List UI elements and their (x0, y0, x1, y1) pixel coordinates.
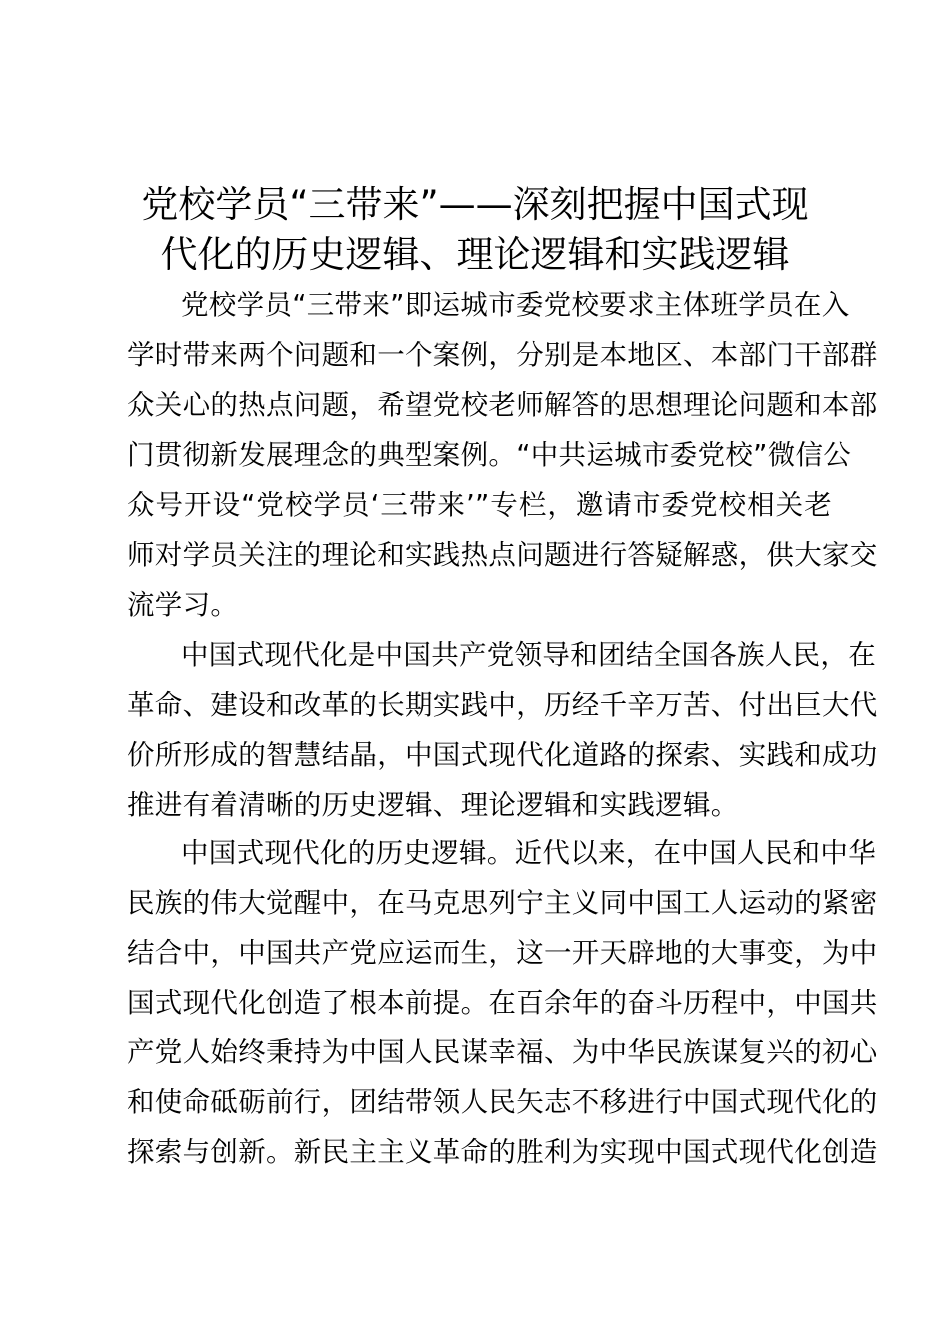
paragraph-line: 师对学员关注的理论和实践热点问题进行答疑解惑，供大家交 (127, 539, 878, 571)
paragraph-line: 探索与创新。新民主主义革命的胜利为实现中国式现代化创造 (127, 1136, 878, 1168)
paragraph-line: 党校学员“三带来”即运城市委党校要求主体班学员在入 (181, 289, 850, 321)
paragraph-line: 流学习。 (127, 589, 239, 621)
paragraph-line: 众号开设“党校学员‘三带来’”专栏，邀请市委党校相关老 (127, 489, 832, 521)
paragraph-line: 中国式现代化的历史逻辑。近代以来，在中国人民和中华 (181, 837, 876, 869)
paragraph-line: 众关心的热点问题，希望党校老师解答的思想理论问题和本部 (127, 389, 878, 421)
paragraph-line: 价所形成的智慧结晶，中国式现代化道路的探索、实践和成功 (127, 739, 878, 771)
paragraph-line: 国式现代化创造了根本前提。在百余年的奋斗历程中，中国共 (127, 987, 878, 1019)
paragraph-line: 门贯彻新发展理念的典型案例。“中共运城市委党校”微信公 (127, 439, 852, 471)
paragraph-line: 学时带来两个问题和一个案例，分别是本地区、本部门干部群 (127, 339, 878, 371)
paragraph-line: 和使命砥砺前行，团结带领人民矢志不移进行中国式现代化的 (127, 1086, 878, 1118)
paragraph-line: 中国式现代化是中国共产党领导和团结全国各族人民，在 (181, 639, 876, 671)
document-title-line-1: 党校学员“三带来”——深刻把握中国式现 (141, 183, 809, 226)
paragraph-line: 结合中，中国共产党应运而生，这一开天辟地的大事变，为中 (127, 937, 878, 969)
paragraph-line: 民族的伟大觉醒中，在马克思列宁主义同中国工人运动的紧密 (127, 887, 878, 919)
paragraph-line: 推进有着清晰的历史逻辑、理论逻辑和实践逻辑。 (127, 789, 739, 821)
document-title-line-2: 代化的历史逻辑、理论逻辑和实践逻辑 (160, 233, 790, 276)
paragraph-line: 革命、建设和改革的长期实践中，历经千辛万苦、付出巨大代 (127, 689, 878, 721)
paragraph-line: 产党人始终秉持为中国人民谋幸福、为中华民族谋复兴的初心 (127, 1036, 878, 1068)
